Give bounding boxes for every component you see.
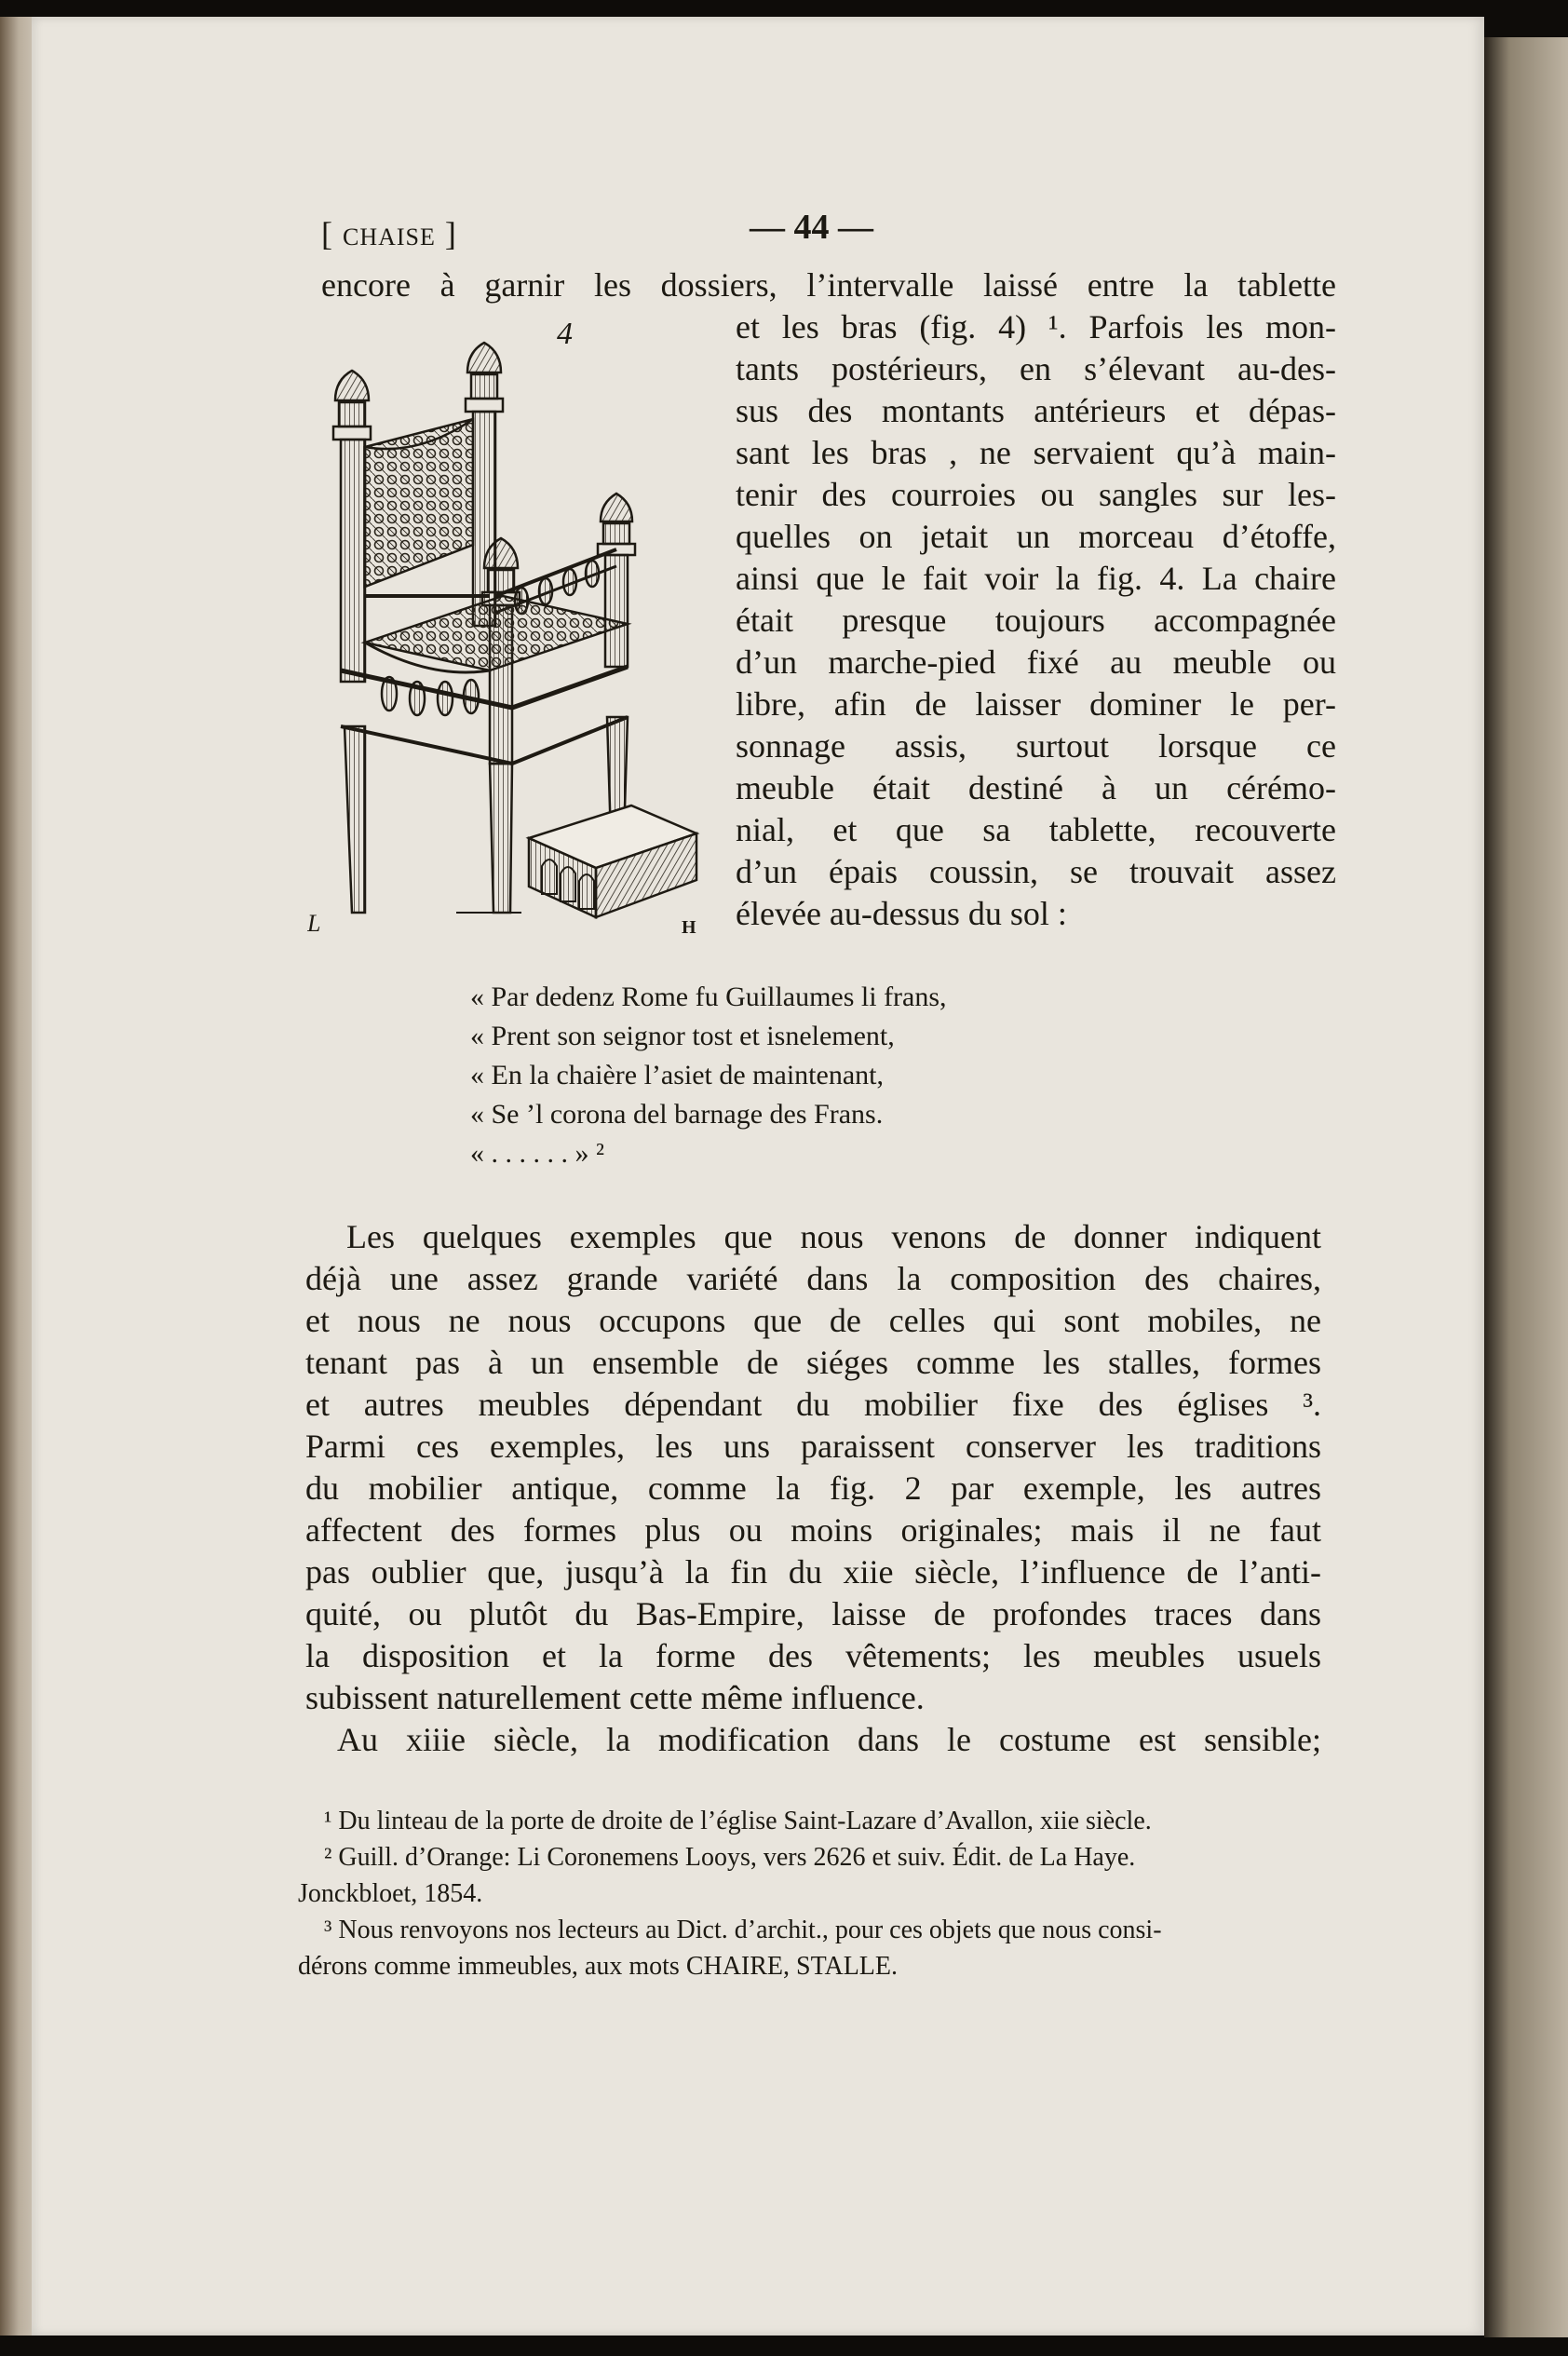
footnote-2-cont: Jonckbloet, 1854. xyxy=(298,1879,483,1908)
running-head xyxy=(321,207,1252,253)
paragraph-line: du mobilier antique, comme la fig. 2 par exemple, les autres xyxy=(305,1469,1321,1507)
wrap-line: sus des montants antérieurs et dépas- xyxy=(736,392,1336,429)
wrap-line: était presque toujours accompagnée xyxy=(736,602,1336,639)
wrap-line: tenir des courroies ou sangles sur les- xyxy=(736,476,1336,513)
paragraph-line: tenant pas à un ensemble de siéges comme les stalles, formes xyxy=(305,1344,1321,1381)
wrap-line: nial, et que sa tablette, recouverte xyxy=(736,811,1336,848)
body-line-first: encore à garnir les dossiers, l’intervalle laissé entre la tablette xyxy=(321,266,1336,304)
paragraph-line: Parmi ces exemples, les uns paraissent conserver les traditions xyxy=(305,1428,1321,1465)
footnote-1: ¹ Du linteau de la porte de droite de l’église Saint-Lazare d’Avallon, xiie siècle. xyxy=(324,1807,1152,1835)
verse-line: « Prent son seignor tost et isnelement, xyxy=(470,1021,895,1051)
paragraph-line: quité, ou plutôt du Bas-Empire, laisse de profondes traces dans xyxy=(305,1595,1321,1632)
figure-signature-right: H xyxy=(682,917,696,938)
paragraph-line: déjà une assez grande variété dans la composition des chaires, xyxy=(305,1260,1321,1297)
wrap-line: ainsi que le fait voir la fig. 4. La chaire xyxy=(736,560,1336,597)
paragraph-line: affectent des formes plus ou moins originales; mais il ne faut xyxy=(305,1511,1321,1549)
wrap-line: d’un épais coussin, se trouvait assez xyxy=(736,853,1336,890)
paragraph-line: et autres meubles dépendant du mobilier fixe des églises ³. xyxy=(305,1386,1321,1423)
page-number: — 44 — xyxy=(750,208,873,247)
wrap-line: sant les bras , ne servaient qu’à main- xyxy=(736,434,1336,471)
wrap-line: meuble était destiné à un cérémo- xyxy=(736,769,1336,806)
paragraph-line: Les quelques exemples que nous venons de donner indiquent xyxy=(346,1218,1321,1255)
figure-signature-left: L xyxy=(307,910,321,937)
wrap-line: sonnage assis, surtout lorsque ce xyxy=(736,727,1336,765)
verse-line: « Se ’l corona del barnage des Frans. xyxy=(470,1099,884,1130)
paragraph-line-last: subissent naturellement cette même influence. xyxy=(305,1679,925,1716)
paragraph-line: et nous ne nous occupons que de celles qui sont mobiles, ne xyxy=(305,1302,1321,1339)
chair-illustration xyxy=(307,317,717,941)
wrap-line: d’un marche-pied fixé au meuble ou xyxy=(736,643,1336,681)
wrap-line: libre, afin de laisser dominer le per- xyxy=(736,685,1336,723)
verse-line: « . . . . . . » ² xyxy=(470,1138,604,1169)
paragraph-line: pas oublier que, jusqu’à la fin du xiie siècle, l’influence de l’anti- xyxy=(305,1553,1321,1591)
figure-chair-engraving xyxy=(307,317,717,941)
footnote-3: ³ Nous renvoyons nos lecteurs au Dict. d’archit., pour ces objets que nous consi- xyxy=(324,1916,1162,1944)
figure-number: 4 xyxy=(557,317,573,351)
paragraph-line: la disposition et la forme des vêtements; les meubles usuels xyxy=(305,1637,1321,1674)
footnote-2: ² Guill. d’Orange: Li Coronemens Looys, vers 2626 et suiv. Édit. de La Haye. xyxy=(324,1843,1136,1872)
running-head-section: [ CHAISE ] xyxy=(321,215,457,252)
verse-line: « En la chaière l’asiet de maintenant, xyxy=(470,1060,884,1090)
next-page-edge xyxy=(1484,37,1568,2337)
wrap-line: et les bras (fig. 4) ¹. Parfois les mon- xyxy=(736,308,1336,345)
wrap-line-last: élevée au-dessus du sol : xyxy=(736,895,1067,932)
wrap-line: tants postérieurs, en s’élevant au-des- xyxy=(736,350,1336,387)
paragraph-line-next: Au xiiie siècle, la modification dans le costume est sensible; xyxy=(337,1721,1321,1758)
verse-line: « Par dedenz Rome fu Guillaumes li frans, xyxy=(470,982,947,1012)
footnote-3-cont: dérons comme immeubles, aux mots CHAIRE, STALLE. xyxy=(298,1952,898,1981)
wrap-line: quelles on jetait un morceau d’étoffe, xyxy=(736,518,1336,555)
